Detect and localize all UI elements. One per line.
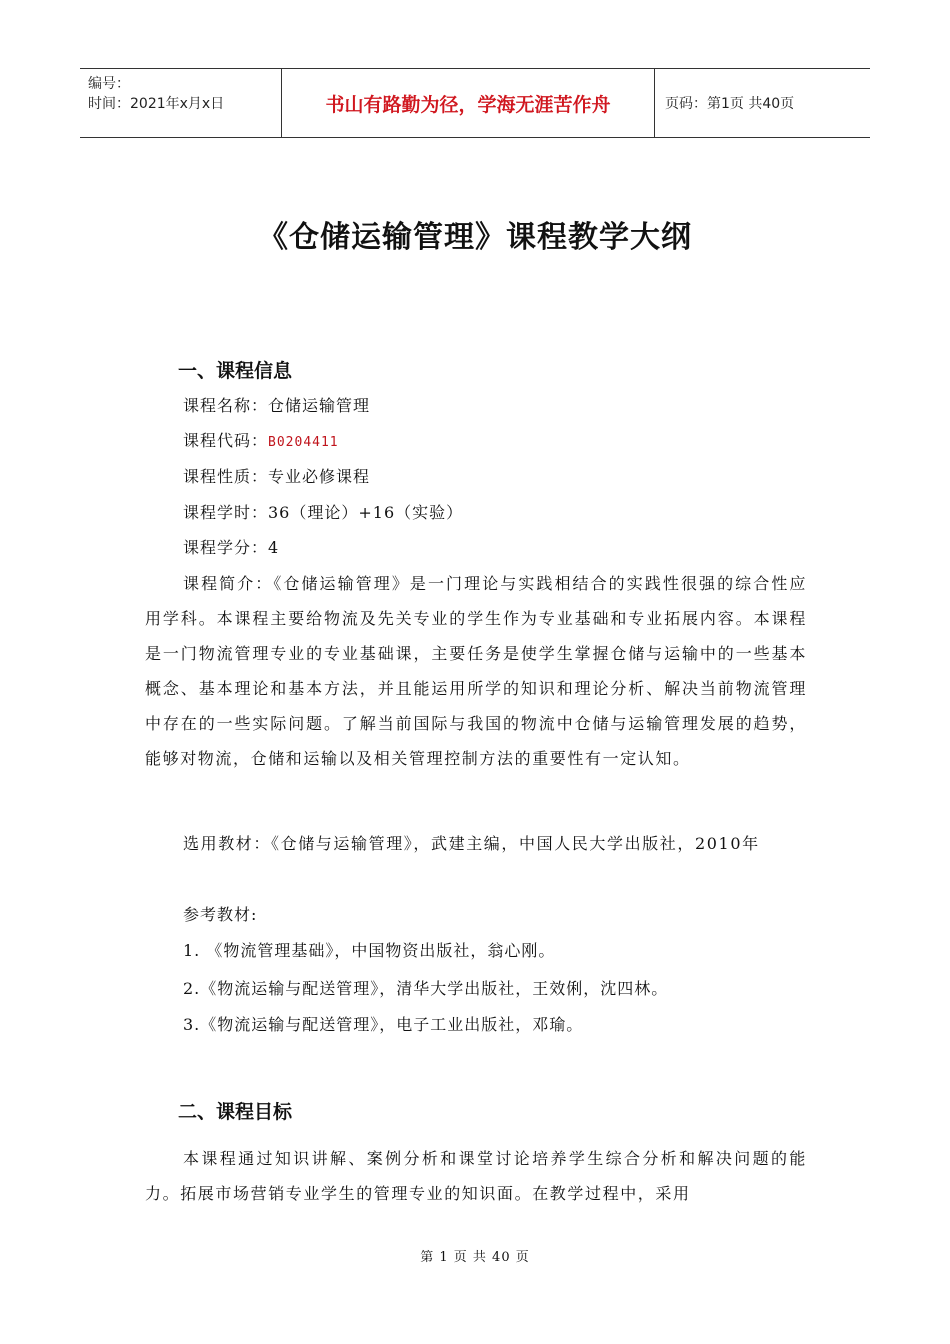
section-heading-course-info: 一、课程信息 [178, 360, 293, 382]
number-label: 编号： [88, 76, 130, 92]
course-credits: 课程学分：4 [183, 538, 280, 557]
references-label: 参考教材: [183, 905, 258, 924]
course-intro: 课程简介：《仓储运输管理》是一门理论与实践相结合的实践性很强的综合性应用学科。本课程主要给物流及先关专业的学生作为专业基础和专业拓展内容。本课程是一门物流管理专业的专业基础课，主要任务是使学生掌握仓储与运输中的一些基本概念、基本理论和基本方法，并且能运用所学的知识和理论分析、解决当前物流管理中存在的一些实际问题。了解当前国际与我国的物流中仓储与运输管理发展的趋势，能够对物流，仓储和运输以及相关管理控制方法的重要性有一定认知。 [145, 574, 807, 768]
reference-item: 2.《物流运输与配送管理》，清华大学出版社，王效俐，沈四林。 [183, 979, 669, 998]
course-nature: 课程性质：专业必修课程 [183, 467, 371, 486]
reference-item: 3.《物流运输与配送管理》，电子工业出版社，邓瑜。 [183, 1015, 584, 1034]
textbook: 选用教材：《仓储与运输管理》，武建主编，中国人民大学出版社，2010年 [183, 834, 760, 853]
course-code-label: 课程代码： [183, 431, 269, 450]
header-page-info: 页码：第1页 共40页 [665, 96, 795, 112]
reference-item: 1. 《物流管理基础》，中国物资出版社，翁心刚。 [183, 941, 556, 960]
time-label: 时间：2021年x月x日 [88, 96, 225, 112]
course-name: 课程名称：仓储运输管理 [183, 396, 371, 415]
page-footer: 第 1 页 共 40 页 [420, 1250, 530, 1265]
course-goals-text: 本课程通过知识讲解、案例分析和课堂讨论培养学生综合分析和解决问题的能力。拓展市场营销专业学生的管理专业的知识面。在教学过程中，采用 [145, 1149, 807, 1203]
course-hours: 课程学时：36（理论）+16（实验） [183, 503, 464, 522]
course-code [183, 430, 339, 454]
section-heading-course-goals: 二、课程目标 [178, 1101, 293, 1123]
course-code-value: B0204411 [268, 435, 339, 450]
document-title: 《仓储运输管理》课程教学大纲 [258, 220, 692, 255]
header-meta [80, 69, 281, 137]
header-motto: 书山有路勤为径，学海无涯苦作舟 [325, 93, 611, 116]
page-header [80, 68, 870, 138]
